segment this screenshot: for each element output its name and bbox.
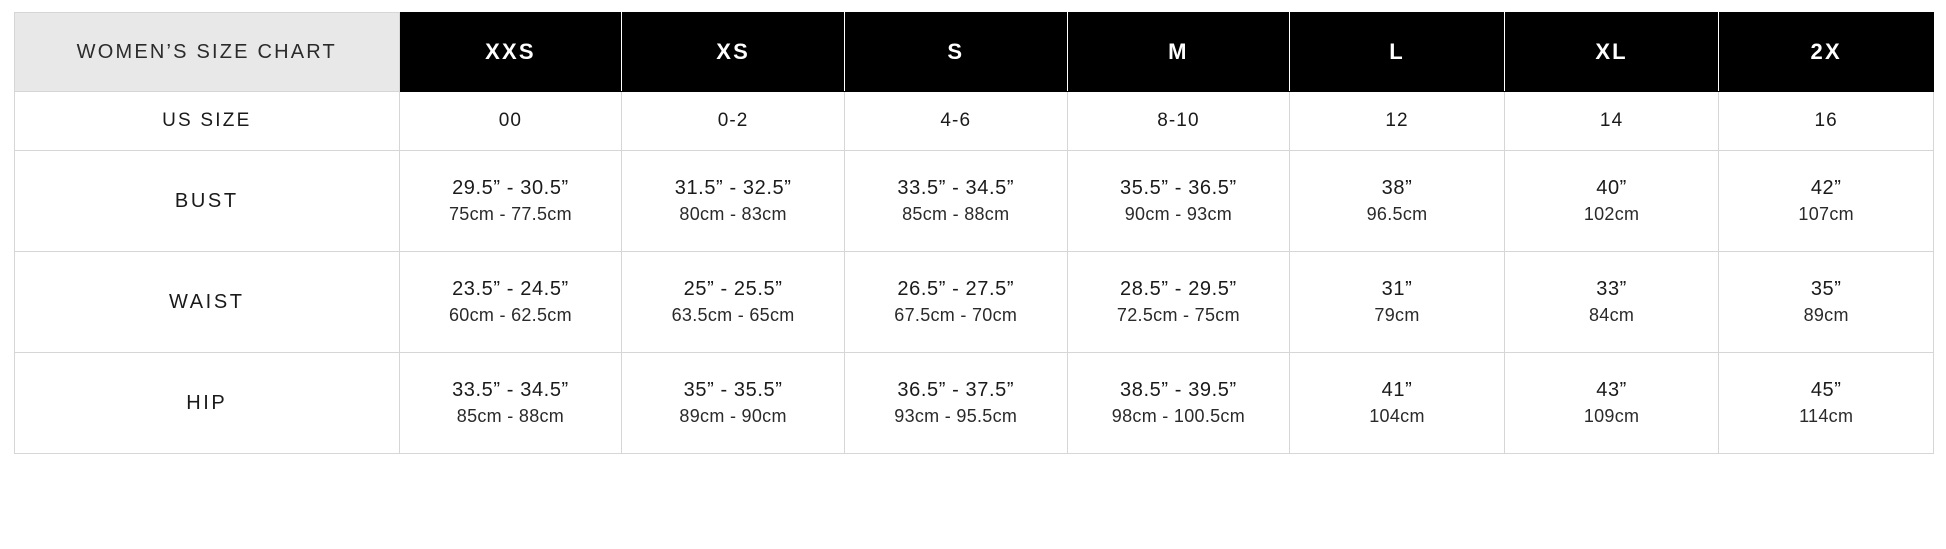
- column-header-2x: 2X: [1719, 13, 1934, 92]
- cell-us-size-xxs: 00: [399, 92, 622, 151]
- column-header-m: M: [1067, 13, 1290, 92]
- value-inches: 36.5” - 37.5”: [897, 379, 1015, 402]
- cell-hip-xs: [622, 353, 845, 454]
- value-cm: 109cm: [1583, 406, 1640, 427]
- value-cm: 98cm - 100.5cm: [1111, 406, 1246, 427]
- cell-us-size-l: 12: [1290, 92, 1505, 151]
- cell-bust-l: [1290, 151, 1505, 252]
- value-cm: 89cm: [1803, 305, 1849, 326]
- cell-waist-2x: [1719, 252, 1934, 353]
- value-cm: 72.5cm - 75cm: [1116, 305, 1240, 326]
- value-inches: 26.5” - 27.5”: [897, 278, 1015, 301]
- value-cm: 63.5cm - 65cm: [671, 305, 795, 326]
- cell-us-size-m: 8-10: [1067, 92, 1290, 151]
- value-inches: 35” - 35.5”: [683, 379, 783, 402]
- value-inches: 38.5” - 39.5”: [1120, 379, 1237, 402]
- value-cm: 114cm: [1799, 406, 1854, 427]
- row-label-hip: HIP: [15, 353, 400, 454]
- row-label-us-size: US SIZE: [15, 92, 400, 151]
- chart-title: WOMEN’S SIZE CHART: [15, 13, 400, 92]
- value-inches: 28.5” - 29.5”: [1120, 278, 1237, 301]
- value-cm: 93cm - 95.5cm: [894, 406, 1018, 427]
- cell-hip-2x: [1719, 353, 1934, 454]
- value-inches: 29.5” - 30.5”: [452, 177, 569, 200]
- cell-hip-xxs: [399, 353, 622, 454]
- cell-waist-l: [1290, 252, 1505, 353]
- cell-waist-s: [844, 252, 1067, 353]
- column-header-l: L: [1290, 13, 1505, 92]
- cell-hip-l: [1290, 353, 1505, 454]
- value-inches: 25” - 25.5”: [683, 278, 783, 301]
- value-cm: 104cm: [1369, 406, 1425, 427]
- value-inches: 31”: [1381, 278, 1413, 301]
- table-body: [15, 92, 1934, 454]
- value-cm: 84cm: [1588, 305, 1635, 326]
- value-inches: 41”: [1381, 379, 1413, 402]
- value-cm: 75cm - 77.5cm: [448, 204, 572, 225]
- value-inches: 35”: [1810, 278, 1842, 301]
- cell-hip-s: [844, 353, 1067, 454]
- value-inches: 35.5” - 36.5”: [1120, 177, 1237, 200]
- womens-size-chart-table: [14, 12, 1934, 454]
- table-row-us-size: [15, 92, 1934, 151]
- column-header-s: S: [844, 13, 1067, 92]
- column-header-xl: XL: [1504, 13, 1719, 92]
- table-row-bust: [15, 151, 1934, 252]
- table-row-hip: [15, 353, 1934, 454]
- cell-bust-xl: [1504, 151, 1719, 252]
- value-cm: 102cm: [1583, 204, 1640, 225]
- table-header: [15, 13, 1934, 92]
- column-header-xs: XS: [622, 13, 845, 92]
- value-inches: 33”: [1596, 278, 1627, 301]
- cell-bust-m: [1067, 151, 1290, 252]
- value-cm: 67.5cm - 70cm: [894, 305, 1018, 326]
- cell-bust-xxs: [399, 151, 622, 252]
- value-inches: 45”: [1810, 379, 1842, 402]
- cell-us-size-2x: 16: [1719, 92, 1934, 151]
- value-cm: 80cm - 83cm: [679, 204, 787, 225]
- cell-bust-s: [844, 151, 1067, 252]
- cell-waist-m: [1067, 252, 1290, 353]
- value-inches: 43”: [1596, 379, 1627, 402]
- header-row: [15, 13, 1934, 92]
- value-cm: 90cm - 93cm: [1124, 204, 1233, 225]
- value-inches: 33.5” - 34.5”: [452, 379, 569, 402]
- cell-bust-xs: [622, 151, 845, 252]
- cell-hip-xl: [1504, 353, 1719, 454]
- value-inches: 33.5” - 34.5”: [897, 177, 1015, 200]
- value-cm: 107cm: [1798, 204, 1854, 225]
- row-label-bust: BUST: [15, 151, 400, 252]
- value-inches: 38”: [1381, 177, 1413, 200]
- value-cm: 89cm - 90cm: [679, 406, 787, 427]
- value-inches: 31.5” - 32.5”: [674, 177, 792, 200]
- row-label-waist: WAIST: [15, 252, 400, 353]
- value-inches: 40”: [1596, 177, 1627, 200]
- cell-hip-m: [1067, 353, 1290, 454]
- cell-us-size-xs: 0-2: [622, 92, 845, 151]
- cell-us-size-xl: 14: [1504, 92, 1719, 151]
- value-cm: 85cm - 88cm: [902, 204, 1010, 225]
- value-inches: 42”: [1810, 177, 1842, 200]
- cell-waist-xl: [1504, 252, 1719, 353]
- value-cm: 79cm: [1374, 305, 1420, 326]
- cell-us-size-s: 4-6: [844, 92, 1067, 151]
- cell-waist-xxs: [399, 252, 622, 353]
- value-inches: 23.5” - 24.5”: [452, 278, 569, 301]
- column-header-xxs: XXS: [399, 13, 622, 92]
- table-row-waist: [15, 252, 1934, 353]
- value-cm: 96.5cm: [1366, 204, 1428, 225]
- cell-waist-xs: [622, 252, 845, 353]
- value-cm: 60cm - 62.5cm: [448, 305, 572, 326]
- value-cm: 85cm - 88cm: [456, 406, 565, 427]
- cell-bust-2x: [1719, 151, 1934, 252]
